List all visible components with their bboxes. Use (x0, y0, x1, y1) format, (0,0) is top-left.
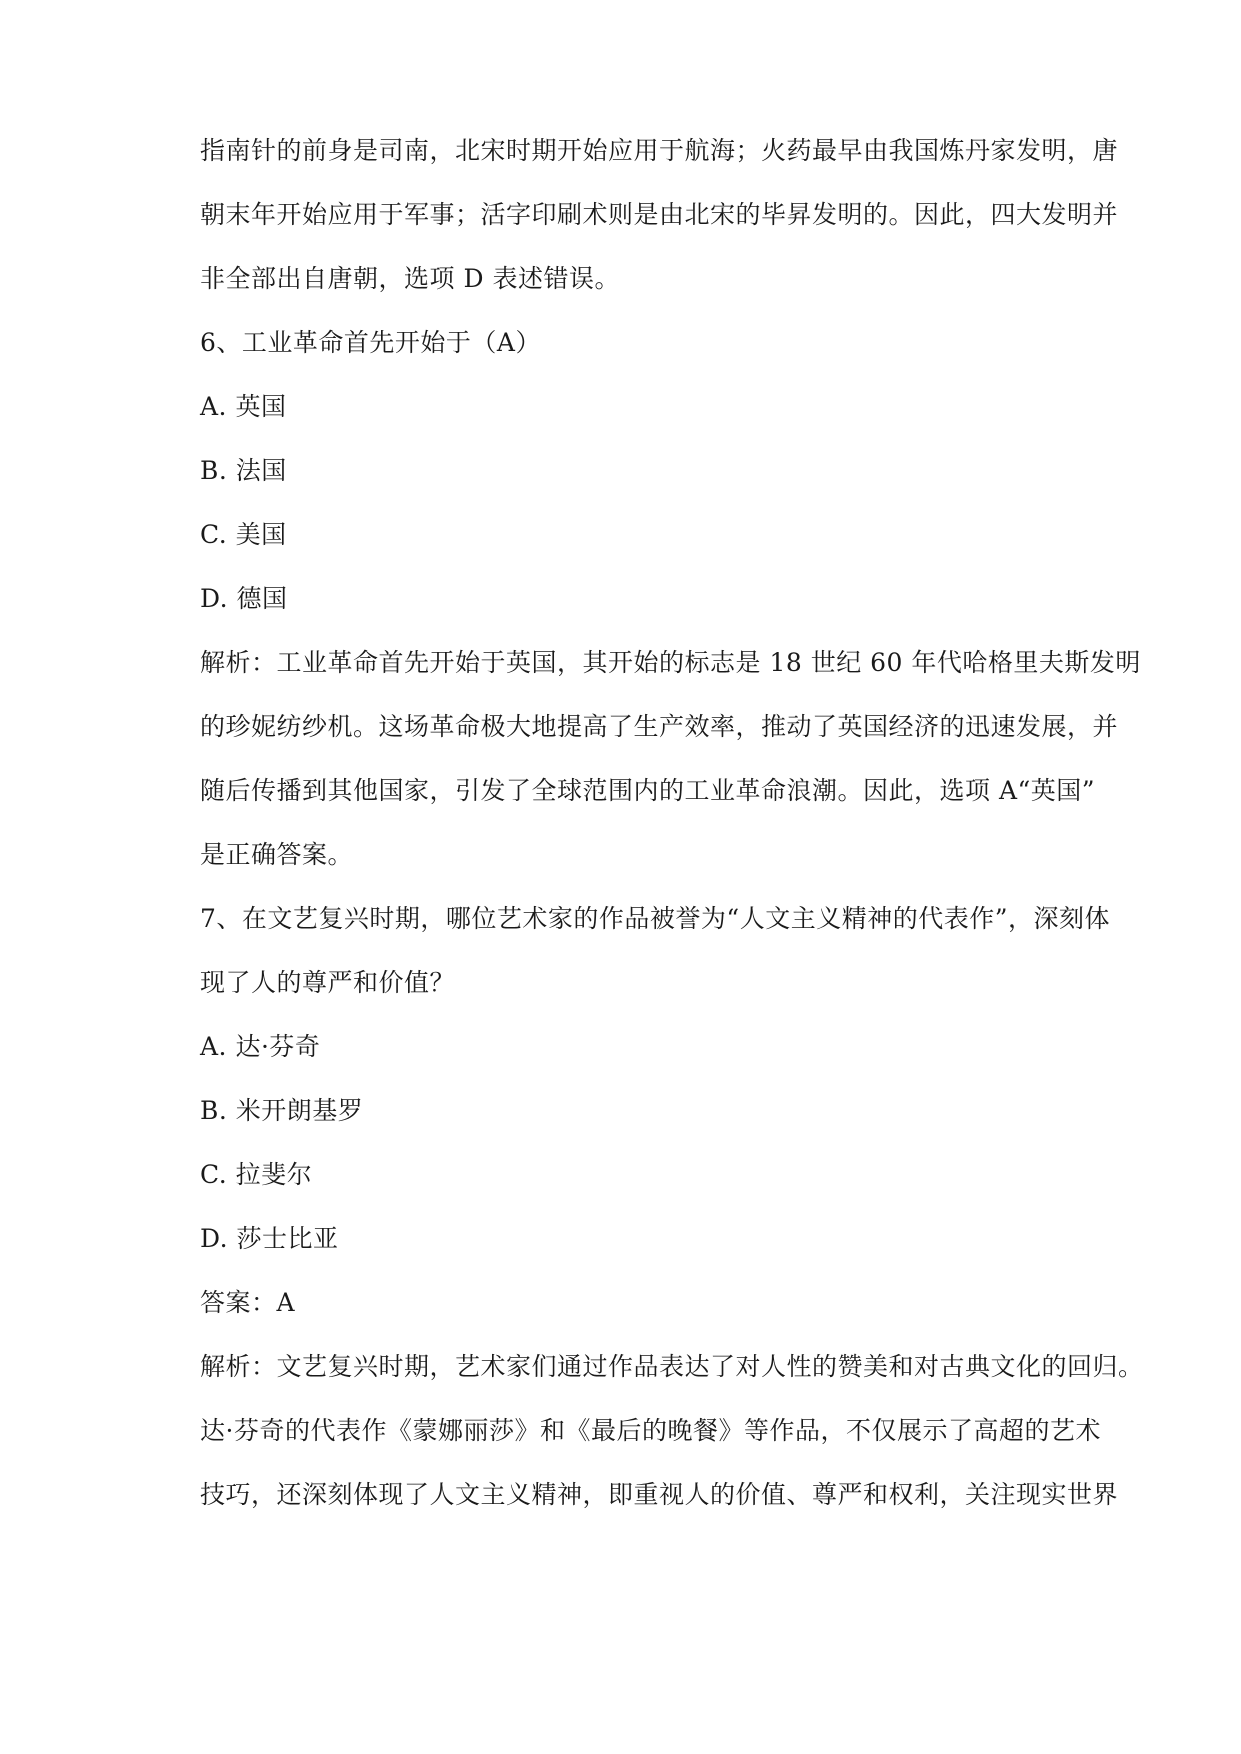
question-7-option-b: B. 米开朗基罗 (200, 1096, 364, 1125)
question-7-stem: 现了人的尊严和价值？ (200, 968, 456, 997)
question-6-option-a: A. 英国 (200, 392, 287, 421)
question-7-explanation-line: 达·芬奇的代表作《蒙娜丽莎》和《最后的晚餐》等作品，不仅展示了高超的艺术 (200, 1416, 1101, 1445)
explanation-text-line: 朝末年开始应用于军事；活字印刷术则是由北宋的毕昇发明的。因此，四大发明并 (200, 200, 1119, 229)
question-7-explanation-line: 解析：文艺复兴时期，艺术家们通过作品表达了对人性的赞美和对古典文化的回归。 (200, 1352, 1144, 1381)
question-6-explanation-line: 是正确答案。 (200, 840, 354, 869)
question-7-option-a: A. 达·芬奇 (200, 1032, 321, 1061)
question-6-explanation-line: 的珍妮纺纱机。这场革命极大地提高了生产效率，推动了英国经济的迅速发展，并 (200, 712, 1119, 741)
question-6-option-b: B. 法国 (200, 456, 287, 485)
question-7-stem: 7、在文艺复兴时期，哪位艺术家的作品被誉为“人文主义精神的代表作”，深刻体 (200, 904, 1110, 933)
question-7-option-c: C. 拉斐尔 (200, 1160, 313, 1189)
explanation-text-line: 非全部出自唐朝，选项 D 表述错误。 (200, 264, 620, 293)
question-6-stem: 6、工业革命首先开始于（A） (200, 328, 541, 357)
question-7-explanation-line: 技巧，还深刻体现了人文主义精神，即重视人的价值、尊严和权利，关注现实世界 (200, 1480, 1119, 1509)
question-6-option-d: D. 德国 (200, 584, 288, 613)
question-6-explanation-line: 解析：工业革命首先开始于英国，其开始的标志是 18 世纪 60 年代哈格里夫斯发明 (200, 648, 1141, 677)
question-6-option-c: C. 美国 (200, 520, 287, 549)
question-7-option-d: D. 莎士比亚 (200, 1224, 339, 1253)
question-7-answer: 答案：A (200, 1288, 296, 1317)
explanation-text-line: 指南针的前身是司南，北宋时期开始应用于航海；火药最早由我国炼丹家发明，唐 (200, 136, 1119, 165)
question-6-explanation-line: 随后传播到其他国家，引发了全球范围内的工业革命浪潮。因此，选项 A“英国” (200, 776, 1096, 805)
